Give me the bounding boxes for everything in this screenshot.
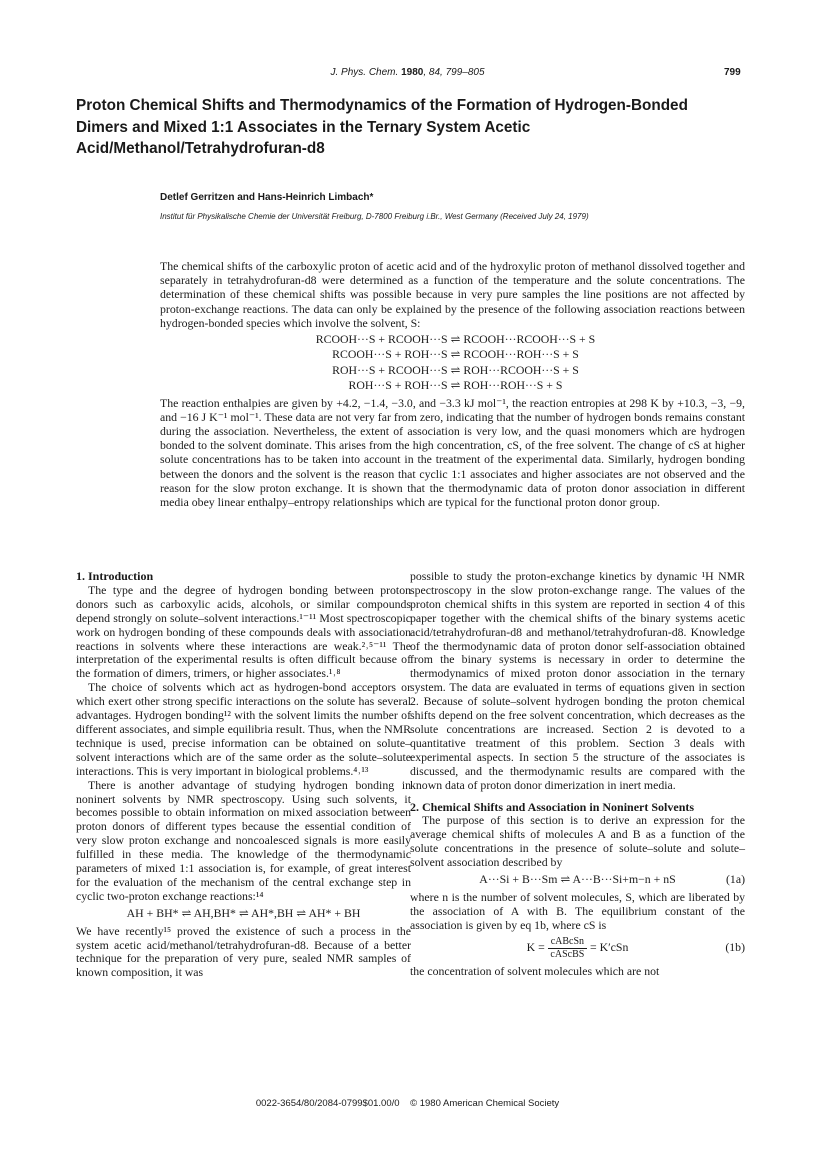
equation-1a <box>410 873 745 887</box>
abstract-paragraph: The chemical shifts of the carboxylic proton of acetic acid and of the hydroxylic proton of methanol dissolved together and separately in tetrahydrofuran-d8 were determined as a function of the temperature and the solute concentrations. The determination of these chemical shifts was possible because in very pure samples the line positions are not affected by proton-exchange reactions. The data can only be explained by the presence of the following association reactions between hydrogen-bonded species which involve the solvent, S: <box>160 259 745 330</box>
journal-year: 1980 <box>401 67 424 78</box>
right-column <box>410 570 745 979</box>
fraction-numerator: cABcSn <box>548 936 587 949</box>
reaction-equation: RCOOH···S + ROH···S ⇌ RCOOH···ROH···S + S <box>332 347 579 362</box>
equation-1b-rhs: = K′cSn <box>589 939 629 954</box>
journal-citation: J. Phys. Chem. 1980, 84, 799–805 <box>330 67 485 78</box>
reaction-equation: RCOOH···S + RCOOH···S ⇌ RCOOH···RCOOH···S + S <box>315 332 596 347</box>
left-column <box>76 570 411 980</box>
journal-volume: 84 <box>428 67 441 78</box>
body-paragraph: The purpose of this section is to derive an expression for the average chemical shifts of molecules A and B as a function of the solute concentrations in the presence of solute–solute and solute–solvent association described by <box>410 813 745 870</box>
reaction-equation: ROH···S + ROH···S ⇌ ROH···ROH···S + S <box>348 378 563 393</box>
reaction-equation: ROH···S + RCOOH···S ⇌ ROH···RCOOH···S + S <box>332 362 579 377</box>
abstract <box>160 259 745 509</box>
section-heading: 1. Introduction <box>76 569 154 583</box>
body-paragraph: We have recently¹⁵ proved the existence of such a process in the system acetic acid/methanol/tetrahydrofuran-d8. Because of a better technique for the preparation of very pure, sealed NMR samples of known composition, it was <box>76 923 411 980</box>
equation-1b <box>410 936 745 961</box>
body-paragraph: where n is the number of solvent molecules, S, which are liberated by the association of A with B. The equilibrium constant of the association is given by eq 1b, where cS is <box>410 889 745 932</box>
body-paragraph: The type and the degree of hydrogen bonding between proton donors such as carboxylic acids, alcohols, or similar compounds depend strongly on solute–solvent interactions.¹⁻¹¹ Most spectroscopic work on hydrogen bonding of these compounds deals with association reactions in solvents where these interactions are weak.²˒⁵⁻¹¹ The interpretation of the experimental results is often difficult because of the formation of dimers, trimers, or higher associates.¹˒⁸ <box>76 582 411 681</box>
body-paragraph: possible to study the proton-exchange kinetics by dynamic ¹H NMR spectroscopy in the slow proton-exchange range. The values of the proton chemical shifts in this system are reported in section 4 of this paper together with the chemical shifts of the binary systems acetic acid/tetrahydrofuran-d8 and methanol/tetrahydrofuran-d8. Knowledge of the thermodynamic data of proton donor self-association obtained from the binary systems is necessary in order to determine the thermodynamics of mixed proton donor association in the ternary system. The data are evaluated in terms of equations given in section 2. Because of solute–solvent hydrogen bonding the proton chemical shifts depend on the free solvent concentration, which decreases as the solute concentrations are increased. Section 2 is devoted to a quantitative treatment of this problem. Section 3 deals with experimental aspects. In section 5 the structure of the associates is discussed, and the thermodynamic results are compared with the known data of proton donor dimerization in inert media. <box>410 569 745 792</box>
section-heading: 2. Chemical Shifts and Association in Noninert Solvents <box>410 799 695 814</box>
reaction-list <box>160 332 745 394</box>
exchange-equation: AH + BH* ⇌ AH,BH* ⇌ AH*,BH ⇌ AH* + BH <box>126 905 361 920</box>
article-authors: Detlef Gerritzen and Hans-Heinrich Limbach* <box>160 192 374 203</box>
equation-label: (1b) <box>725 940 745 955</box>
article-code: 0022-3654/80/2084-0799$01.00/0 <box>255 1098 400 1109</box>
fraction-denominator: cAScBS <box>550 948 585 960</box>
page-number: 799 <box>724 67 741 78</box>
copyright-notice: © 1980 American Chemical Society <box>410 1098 560 1109</box>
article-title: Proton Chemical Shifts and Thermodynamics of the Formation of Hydrogen-Bonded Dimers and Mixed 1:1 Associates in the Ternary System Acetic Acid/Methanol/Tetrahydrofuran-d8 <box>76 97 688 157</box>
body-paragraph: The choice of solvents which act as hydrogen-bond acceptors or which exert other strong specific interactions on the solute has several advantages. Hydrogen bonding¹² with the solvent limits the number of different associates, and simple equilibria result. Thus, when the NMR technique is used, precise information can be obtained on solute–solvent interactions which are of the same order as the solute–solute interactions. This is very important in biological problems.⁴˒¹³ <box>76 680 411 778</box>
body-paragraph: the concentration of solvent molecules which are not <box>410 963 660 978</box>
equation-1b-body <box>527 936 629 961</box>
equation-label: (1a) <box>726 872 745 887</box>
equation-1b-lhs: K = <box>526 939 545 954</box>
equation-1a-body: A···Si + B···Sm ⇌ A···B···Si+m−n + nS <box>479 872 676 887</box>
running-header <box>0 67 815 83</box>
body-paragraph: There is another advantage of studying hydrogen bonding in noninert solvents by NMR spectroscopy. Using such solvents, it becomes possible to obtain information on mixed association between proton donors of different types because the essential condition of very slow proton exchange and noncoalesced signals is more easily fulfilled in these media. The knowledge of the thermodynamic parameters of mixed 1:1 association is, for example, of great interest for the evaluation of the mechanism of the central exchange step in cyclic two-proton exchange reactions:¹⁴ <box>76 777 411 903</box>
page-footer <box>0 1098 815 1109</box>
abstract-paragraph: The reaction enthalpies are given by +4.2, −1.4, −3.0, and −3.3 kJ mol⁻¹, the reaction entropies at 298 K by +10.3, −3, −9, and −16 J K⁻¹ mol⁻¹. These data are not very far from zero, indicating that the number of hydrogen bonds remains constant during the association. Nevertheless, the extent of association is very low, and the quasi monomers which are hydrogen bonded to the solvent dominate. This arises from the high concentration, cS, of the free solvent. The change of cS at higher solute concentrations has to be taken into account in the treatment of the experimental data. Similarly, hydrogen bonding between the donors and the solvent is the reason that cyclic 1:1 associates and higher associates are not observed and the reason for the slow proton exchange. It is shown that the thermodynamic data of proton donor association in different media obey linear enthalpy–entropy relationships which are typical for the functional proton donor group. <box>160 395 745 510</box>
article-affiliation: Institut für Physikalische Chemie der Universität Freiburg, D-7800 Freiburg i.Br., West Germany (Received July 24, 1979) <box>160 212 589 221</box>
equation-1b-fraction <box>548 936 587 961</box>
journal-name: J. Phys. Chem. <box>330 67 399 78</box>
journal-pages: 799–805 <box>445 67 485 78</box>
